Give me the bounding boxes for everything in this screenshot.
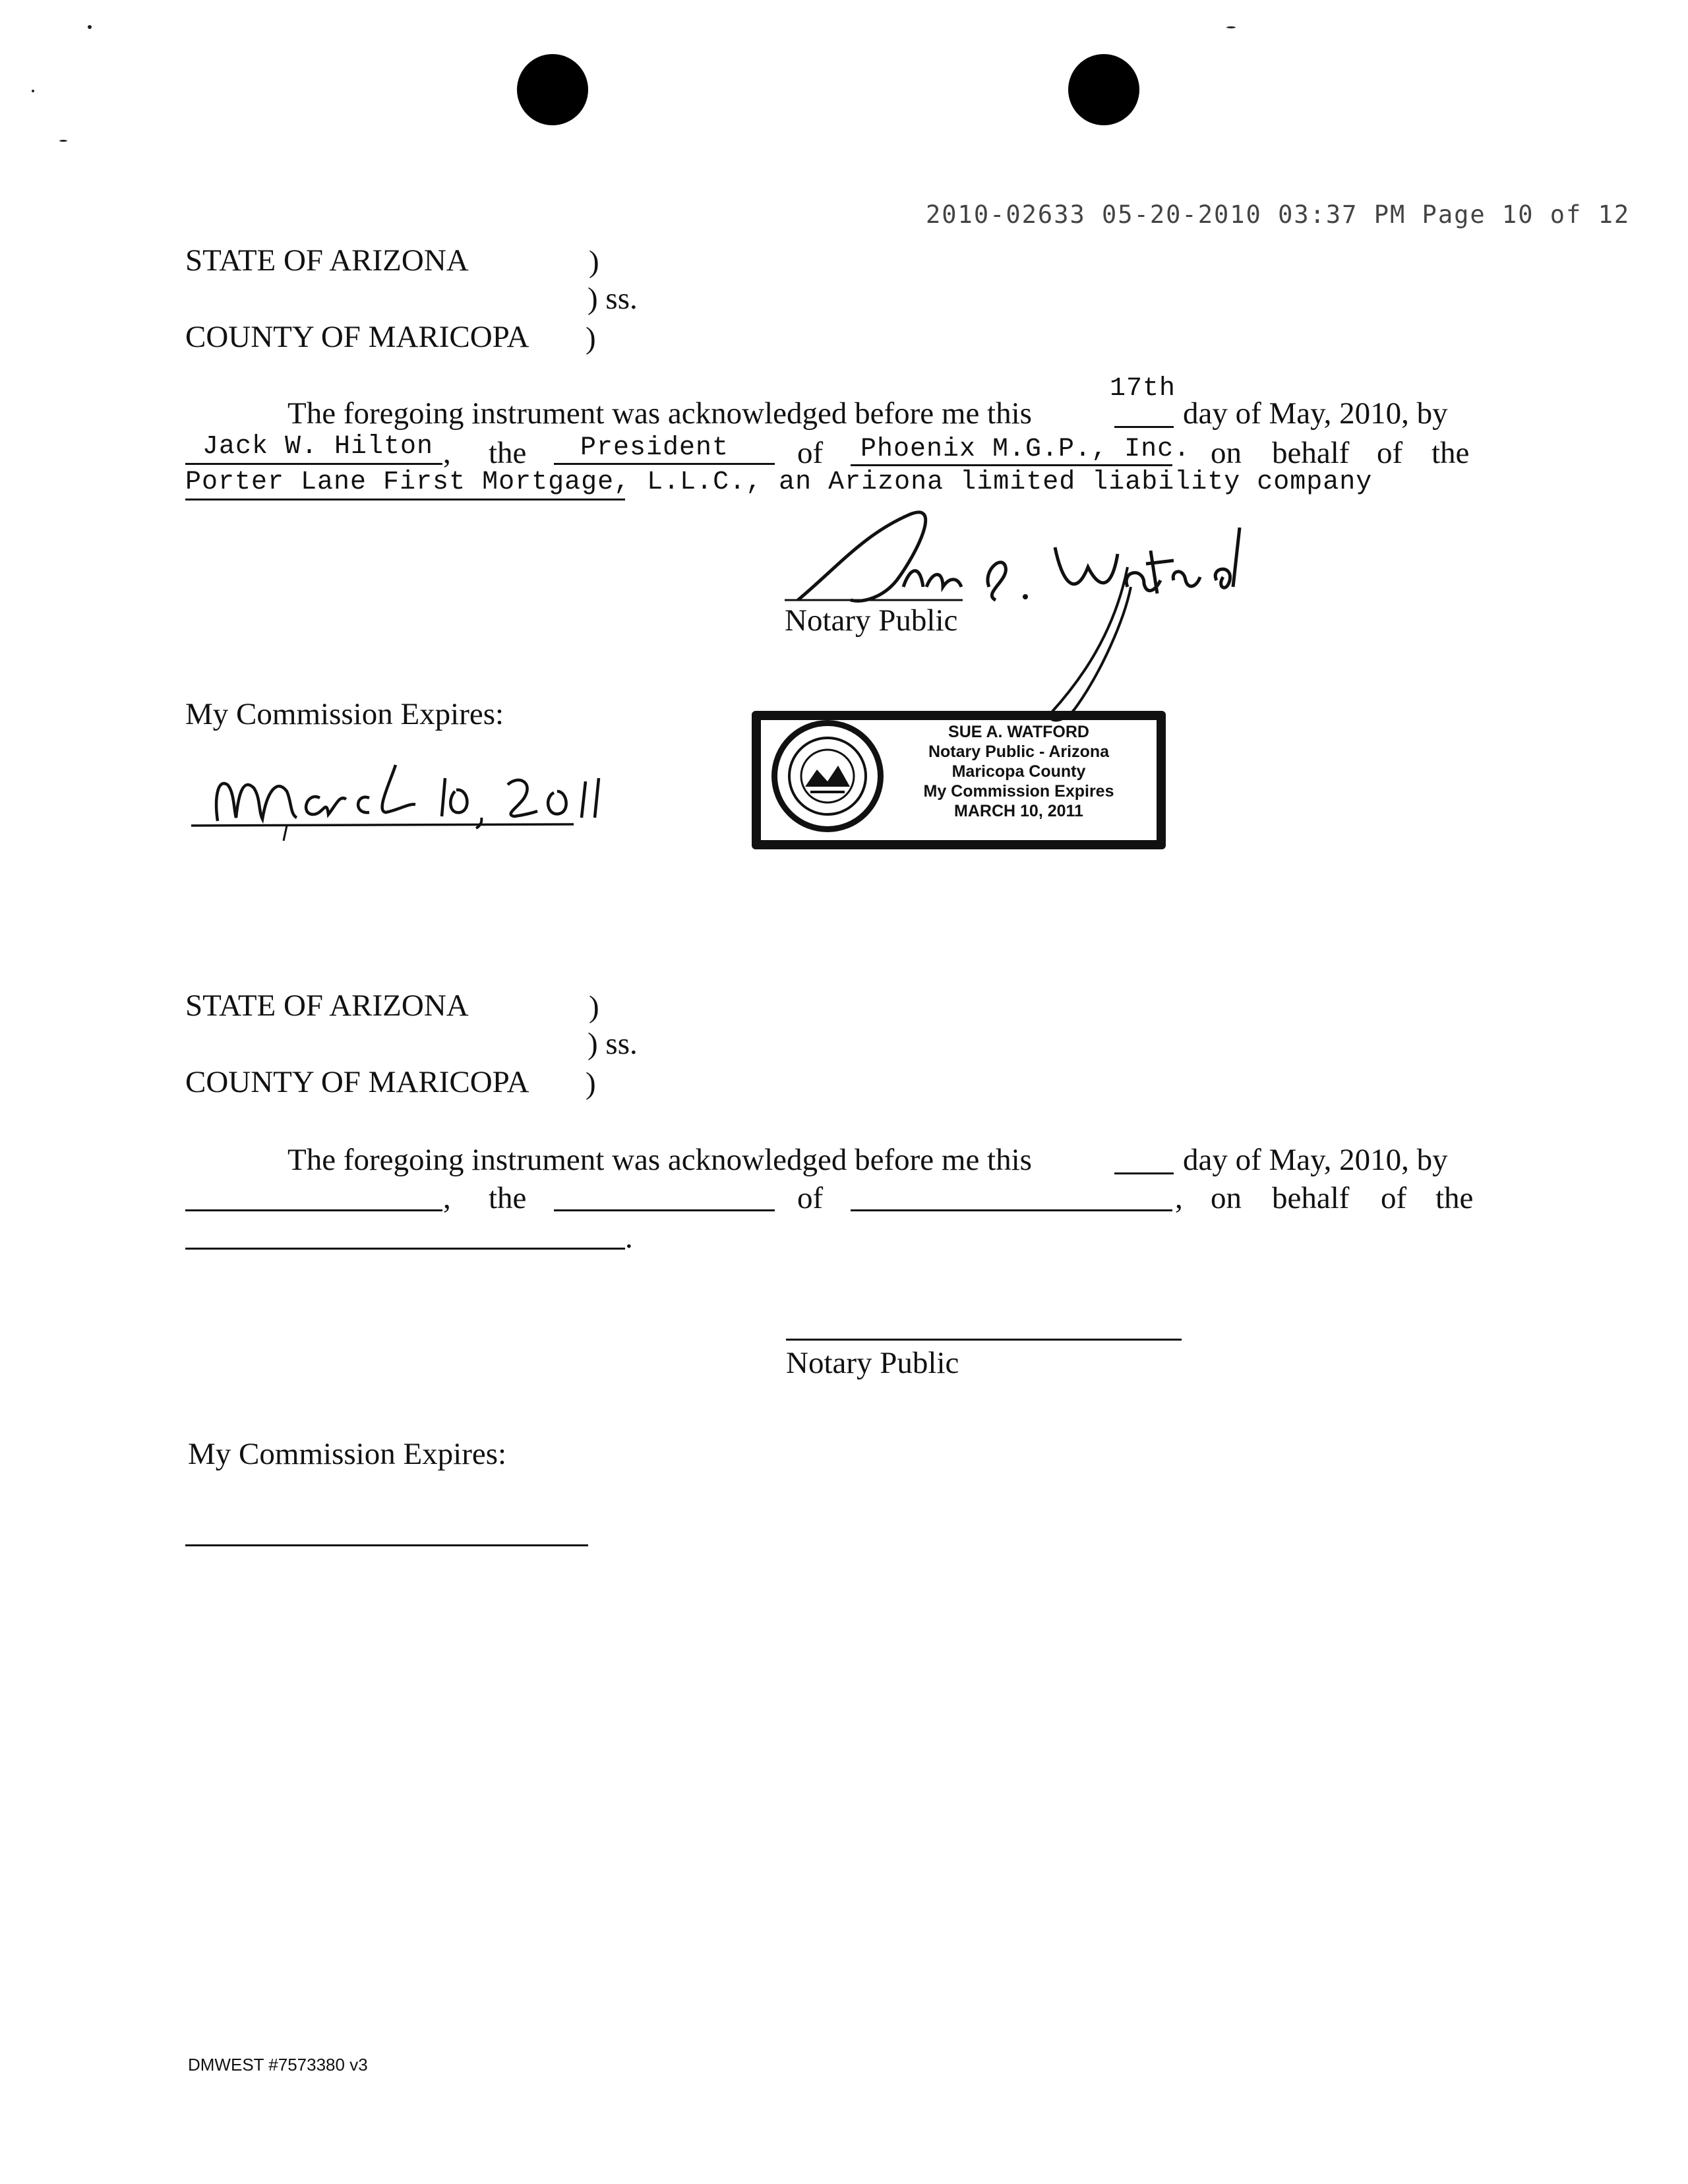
punch-hole-right <box>1068 54 1139 125</box>
stamp-commission-date: MARCH 10, 2011 <box>954 802 1083 820</box>
signer-title-blank <box>554 463 775 465</box>
acknowledgment-text: The foregoing instrument was acknowledged before me this <box>287 1143 1032 1177</box>
signer-name-blank <box>185 463 442 465</box>
stamp-county: Maricopa County <box>951 762 1086 781</box>
acknowledgment-text-end: day of May, 2010, by <box>1183 1143 1448 1177</box>
company-blank <box>851 464 1172 466</box>
ss-marker: ) ss. <box>588 1027 638 1061</box>
paren: ) <box>586 321 596 355</box>
notary-signature-blank <box>786 1339 1182 1341</box>
scan-speck <box>1226 26 1236 28</box>
company-blank <box>851 1209 1172 1211</box>
stamp-commission-label: My Commission Expires <box>923 782 1114 801</box>
county-heading: COUNTY OF MARICOPA <box>185 1065 529 1099</box>
notary-public-label: Notary Public <box>786 1346 959 1380</box>
word-the: the <box>489 1181 527 1215</box>
acknowledgment-text-end: day of May, 2010, by <box>1183 396 1448 431</box>
entity-blank <box>185 499 625 501</box>
word-the: the <box>1435 1181 1474 1215</box>
comma: , <box>1175 1181 1183 1215</box>
state-heading: STATE OF ARIZONA <box>185 243 469 278</box>
day-fill: 17th <box>1110 374 1176 404</box>
stamp-notary-title: Notary Public - Arizona <box>928 743 1110 761</box>
acknowledgment-text: The foregoing instrument was acknowledged before me this <box>287 396 1032 431</box>
word-behalf: behalf <box>1272 1181 1350 1215</box>
word-the: the <box>1432 436 1470 470</box>
signer-name: Jack W. Hilton <box>202 432 434 462</box>
paren: ) <box>589 990 599 1024</box>
company-name: Phoenix M.G.P., Inc. <box>860 435 1191 464</box>
state-heading: STATE OF ARIZONA <box>185 988 469 1023</box>
word-of: of <box>1381 1181 1407 1215</box>
paren: ) <box>586 1066 596 1101</box>
word-of: of <box>797 1181 824 1215</box>
stamp-notary-name: SUE A. WATFORD <box>948 723 1089 741</box>
signer-title-blank <box>554 1209 775 1211</box>
day-blank <box>1114 426 1174 428</box>
word-on: on <box>1211 1181 1242 1215</box>
commission-label: My Commission Expires: <box>185 697 504 731</box>
commission-date-blank <box>185 1544 588 1546</box>
scan-speck <box>32 90 34 92</box>
notary-public-label: Notary Public <box>785 603 958 638</box>
signer-title: President <box>580 433 729 463</box>
state-seal-icon <box>771 720 884 832</box>
period: . <box>625 1221 633 1255</box>
comma: , <box>443 436 451 470</box>
entity-blank <box>185 1248 625 1250</box>
county-heading: COUNTY OF MARICOPA <box>185 320 529 354</box>
commission-label: My Commission Expires: <box>188 1437 507 1471</box>
comma: , <box>443 1181 451 1215</box>
word-behalf: behalf <box>1272 436 1350 470</box>
paren: ) <box>589 245 599 279</box>
seal-emblem-icon <box>777 726 878 826</box>
punch-hole-left <box>517 54 588 125</box>
recording-stamp: 2010-02633 05-20-2010 03:37 PM Page 10 of 12 <box>926 200 1631 229</box>
word-of: of <box>1377 436 1403 470</box>
document-id-footer: DMWEST #7573380 v3 <box>188 2055 368 2075</box>
word-on: on <box>1211 436 1242 470</box>
entity-name: Porter Lane First Mortgage, L.L.C., an Arizona limited liability company <box>185 468 1373 497</box>
day-blank <box>1114 1172 1174 1174</box>
handwritten-commission-date <box>178 752 626 844</box>
ss-marker: ) ss. <box>588 282 638 316</box>
scan-speck <box>59 140 67 142</box>
signer-name-blank <box>185 1209 442 1211</box>
word-of: of <box>797 436 824 470</box>
scan-speck <box>88 25 92 29</box>
word-the: the <box>489 436 527 470</box>
